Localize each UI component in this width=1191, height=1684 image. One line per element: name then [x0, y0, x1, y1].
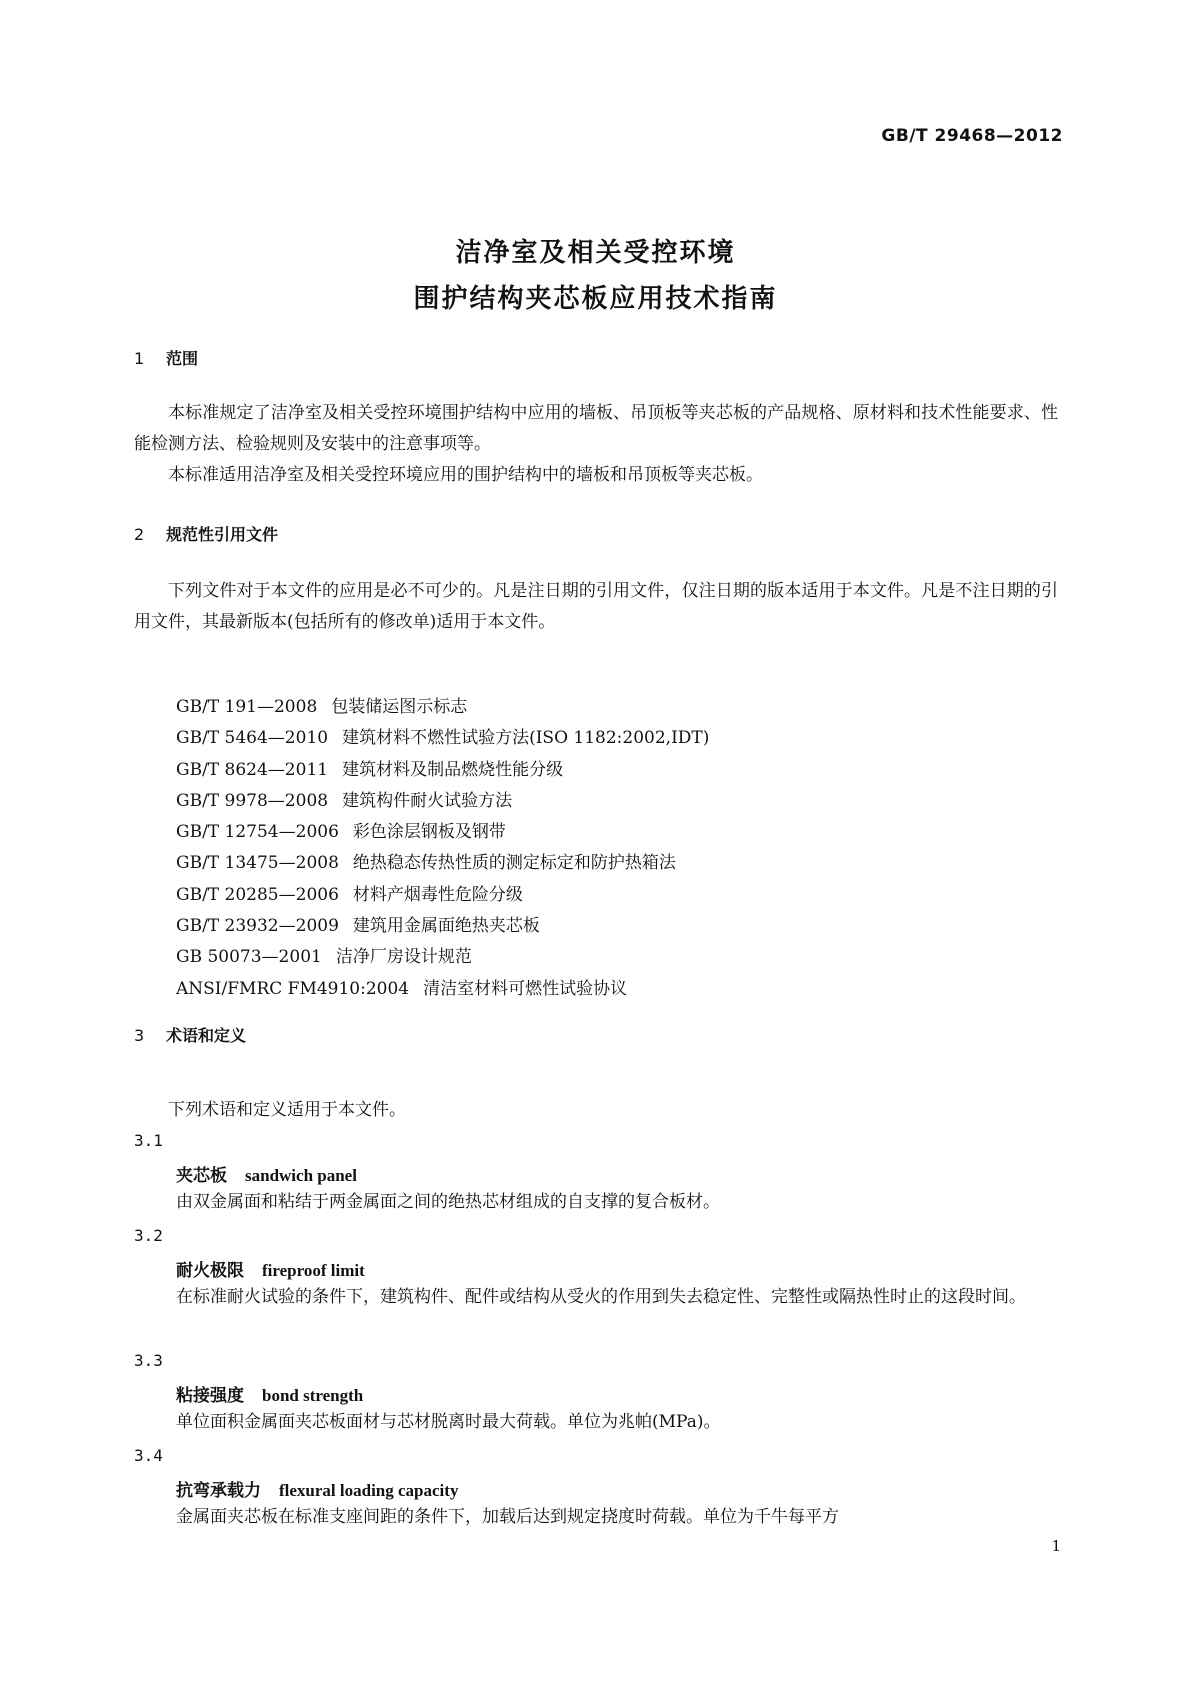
- term-name-cn: 耐火极限: [176, 1261, 244, 1281]
- reference-code: GB/T 191—2008: [176, 697, 318, 717]
- reference-item: [176, 911, 709, 942]
- term-number: 3.2: [134, 1226, 163, 1245]
- term-definition: 单位面积金属面夹芯板面材与芯材脱离时最大荷载。单位为兆帕(MPa)。: [176, 1412, 721, 1432]
- reference-item: [176, 817, 709, 848]
- term-name: [176, 1256, 365, 1281]
- reference-title: 材料产烟毒性危险分级: [352, 884, 523, 905]
- scope-paragraph-2: 本标准适用洁净室及相关受控环境应用的围护结构中的墙板和吊顶板等夹芯板。: [168, 465, 763, 485]
- reference-code: GB/T 23932—2009: [176, 916, 339, 937]
- reference-code: GB/T 20285—2006: [176, 884, 339, 905]
- reference-title: 建筑材料及制品燃烧性能分级: [342, 759, 564, 780]
- reference-code: GB/T 12754—2006: [176, 822, 339, 843]
- term-name-en: fireproof limit: [262, 1261, 365, 1280]
- standard-code: GB/T 29468—2012: [881, 126, 1063, 146]
- reference-title: 彩色涂层钢板及钢带: [352, 822, 506, 843]
- section-number: 1: [134, 349, 145, 368]
- term-name-cn: 夹芯板: [176, 1166, 227, 1186]
- term-definition: 由双金属面和粘结于两金属面之间的绝热芯材组成的自支撑的复合板材。: [176, 1192, 720, 1212]
- reference-code: GB/T 5464—2010: [176, 728, 329, 749]
- section-heading-terms: [134, 1023, 246, 1046]
- term-name-en: bond strength: [262, 1386, 364, 1405]
- reference-code: GB 50073—2001: [176, 947, 322, 968]
- term-number: 3.3: [134, 1351, 163, 1370]
- reference-title: 建筑用金属面绝热夹芯板: [352, 916, 540, 937]
- term-name: [176, 1161, 357, 1186]
- term-name: [176, 1476, 458, 1501]
- term-definition: 在标准耐火试验的条件下，建筑构件、配件或结构从受火的作用到失去稳定性、完整性或隔热性时止的这段时间。: [176, 1287, 1026, 1307]
- reference-item: [176, 974, 709, 1005]
- term-definition: 金属面夹芯板在标准支座间距的条件下，加载后达到规定挠度时荷载。单位为千牛每平方: [176, 1507, 839, 1527]
- document-title-line-2: 围护结构夹芯板应用技术指南: [413, 284, 778, 314]
- scope-paragraph-1: 本标准规定了洁净室及相关受控环境围护结构中应用的墙板、吊顶板等夹芯板的产品规格、原材料和技术性能要求、性能检测方法、检验规则及安装中的注意事项等。: [134, 403, 1058, 454]
- reference-title: 建筑材料不燃性试验方法(ISO 1182:2002,IDT): [342, 728, 710, 749]
- section-heading-scope: [134, 346, 198, 369]
- reference-item: [176, 692, 709, 723]
- reference-list: [176, 692, 709, 1005]
- section-heading-normative-refs: [134, 522, 278, 545]
- term-number: 3.1: [134, 1131, 163, 1150]
- reference-code: ANSI/FMRC FM4910:2004: [176, 978, 410, 999]
- section-title: 术语和定义: [166, 1026, 247, 1045]
- section-number: 2: [134, 525, 145, 544]
- reference-code: GB/T 9978—2008: [176, 790, 329, 811]
- reference-title: 建筑构件耐火试验方法: [342, 790, 513, 811]
- reference-title: 绝热稳态传热性质的测定标定和防护热箱法: [352, 853, 676, 874]
- reference-item: [176, 942, 709, 973]
- section-number: 3: [134, 1026, 145, 1045]
- section-title: 规范性引用文件: [166, 525, 279, 544]
- reference-code: GB/T 8624—2011: [176, 759, 329, 780]
- reference-item: [176, 723, 709, 754]
- reference-title: 包装储运图示标志: [331, 697, 468, 717]
- reference-item: [176, 786, 709, 817]
- page-number: 1: [1051, 1537, 1061, 1555]
- term-name-cn: 粘接强度: [176, 1386, 244, 1406]
- term-name-cn: 抗弯承载力: [176, 1481, 261, 1501]
- term-name: [176, 1381, 363, 1406]
- reference-item: [176, 880, 709, 911]
- reference-item: [176, 848, 709, 879]
- terms-intro: 下列术语和定义适用于本文件。: [168, 1100, 406, 1120]
- document-title-line-1: 洁净室及相关受控环境: [455, 238, 736, 268]
- term-number: 3.4: [134, 1446, 163, 1465]
- reference-item: [176, 755, 709, 786]
- section-title: 范围: [166, 349, 199, 368]
- normative-refs-intro: 下列文件对于本文件的应用是必不可少的。凡是注日期的引用文件，仅注日期的版本适用于本文件。凡是不注日期的引用文件，其最新版本(包括所有的修改单)适用于本文件。: [134, 581, 1058, 632]
- reference-code: GB/T 13475—2008: [176, 853, 339, 874]
- reference-title: 洁净厂房设计规范: [335, 947, 472, 968]
- reference-title: 清洁室材料可燃性试验协议: [423, 978, 628, 999]
- term-name-en: sandwich panel: [245, 1166, 357, 1185]
- term-name-en: flexural loading capacity: [279, 1481, 459, 1500]
